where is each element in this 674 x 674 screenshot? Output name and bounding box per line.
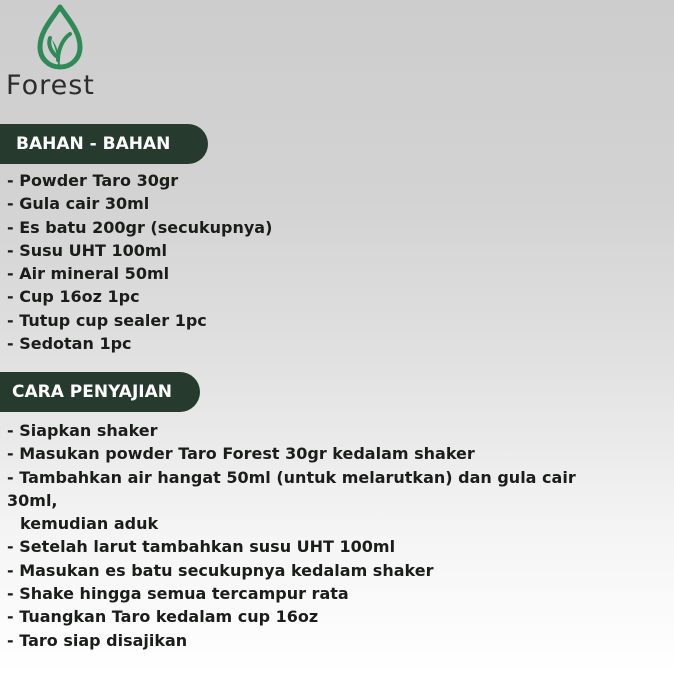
list-item: - Es batu 200gr (secukupnya) xyxy=(7,217,273,237)
list-item: - Air mineral 50ml xyxy=(7,264,170,284)
list-item xyxy=(7,466,607,536)
list-item: - Cup 16oz 1pc xyxy=(7,287,140,307)
leaf-drop-icon xyxy=(34,4,86,70)
list-item: - Masukan powder Taro Forest 30gr kedalam shaker xyxy=(7,444,475,464)
bahan-list xyxy=(7,169,272,355)
cara-heading: CARA PENYAJIAN xyxy=(0,372,200,412)
list-item: - Tuangkan Taro kedalam cup 16oz xyxy=(7,607,319,627)
list-item: - Taro siap disajikan xyxy=(7,630,188,650)
list-item-continuation: kemudian aduk xyxy=(20,514,159,534)
brand-name: Forest xyxy=(6,70,95,101)
list-item: - Masukan es batu secukupnya kedalam shaker xyxy=(7,560,434,580)
list-item: - Sedotan 1pc xyxy=(7,334,132,354)
list-item: - Susu UHT 100ml xyxy=(7,240,168,260)
list-item: - Shake hingga semua tercampur rata xyxy=(7,584,349,604)
forest-logo xyxy=(6,4,116,104)
cara-list xyxy=(7,419,607,652)
list-item: - Setelah larut tambahkan susu UHT 100ml xyxy=(7,537,396,557)
list-item: - Tutup cup sealer 1pc xyxy=(7,310,207,330)
bahan-heading: BAHAN - BAHAN xyxy=(0,124,208,164)
list-item-text: - Tambahkan air hangat 50ml (untuk melarutkan) dan gula cair 30ml, xyxy=(7,467,576,510)
list-item: - Powder Taro 30gr xyxy=(7,171,179,190)
list-item: - Siapkan shaker xyxy=(7,421,158,440)
list-item: - Gula cair 30ml xyxy=(7,194,150,214)
